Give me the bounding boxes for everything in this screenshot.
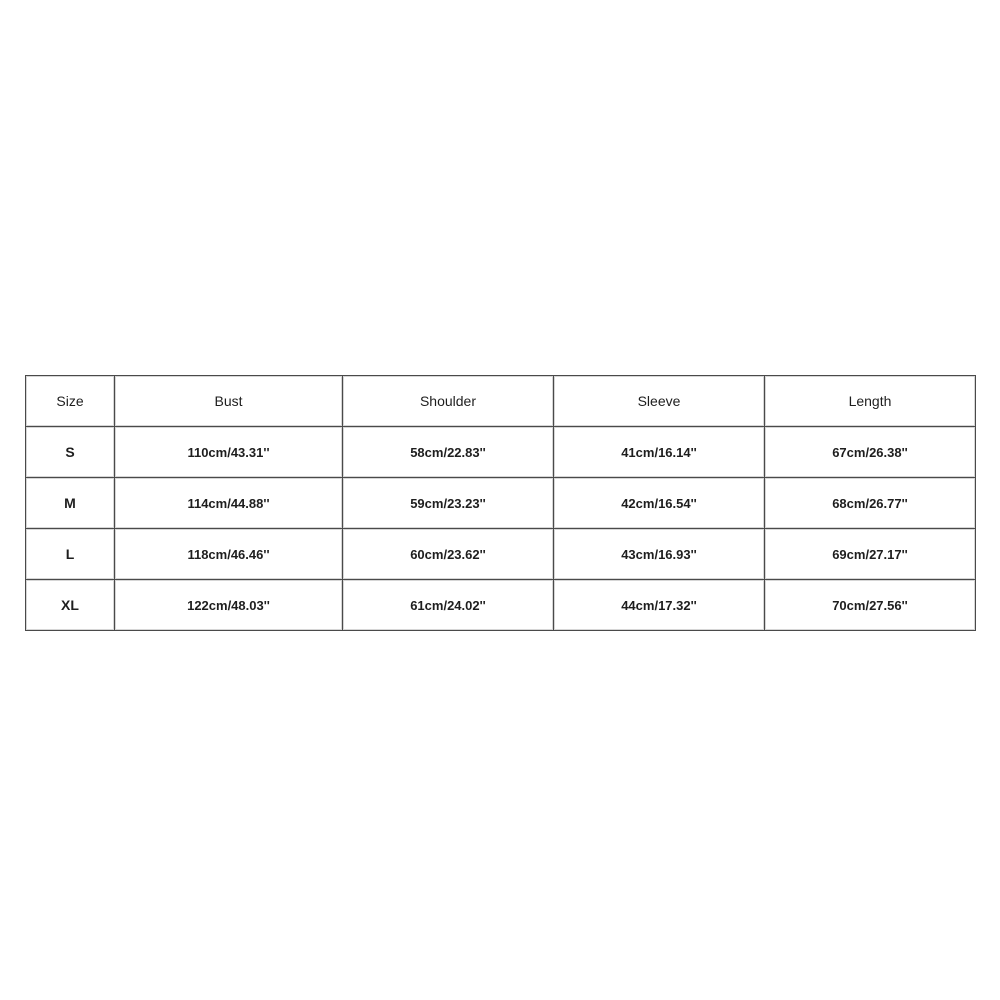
bust-cell: 118cm/46.46'' <box>115 529 343 580</box>
size-cell: XL <box>26 580 115 631</box>
length-cell: 67cm/26.38'' <box>765 427 976 478</box>
sleeve-cell: 43cm/16.93'' <box>554 529 765 580</box>
shoulder-cell: 58cm/22.83'' <box>343 427 554 478</box>
sleeve-cell: 42cm/16.54'' <box>554 478 765 529</box>
length-cell: 69cm/27.17'' <box>765 529 976 580</box>
bust-cell: 114cm/44.88'' <box>115 478 343 529</box>
bust-cell: 110cm/43.31'' <box>115 427 343 478</box>
header-size: Size <box>26 376 115 427</box>
size-cell: S <box>26 427 115 478</box>
sleeve-cell: 41cm/16.14'' <box>554 427 765 478</box>
size-cell: L <box>26 529 115 580</box>
header-shoulder: Shoulder <box>343 376 554 427</box>
sleeve-cell: 44cm/17.32'' <box>554 580 765 631</box>
header-sleeve: Sleeve <box>554 376 765 427</box>
size-cell: M <box>26 478 115 529</box>
table-header-row <box>26 376 976 427</box>
header-bust: Bust <box>115 376 343 427</box>
size-chart-table <box>25 375 976 631</box>
table-row <box>26 478 976 529</box>
table-row <box>26 427 976 478</box>
table-row <box>26 529 976 580</box>
shoulder-cell: 59cm/23.23'' <box>343 478 554 529</box>
table-row <box>26 580 976 631</box>
shoulder-cell: 60cm/23.62'' <box>343 529 554 580</box>
shoulder-cell: 61cm/24.02'' <box>343 580 554 631</box>
length-cell: 68cm/26.77'' <box>765 478 976 529</box>
bust-cell: 122cm/48.03'' <box>115 580 343 631</box>
header-length: Length <box>765 376 976 427</box>
length-cell: 70cm/27.56'' <box>765 580 976 631</box>
